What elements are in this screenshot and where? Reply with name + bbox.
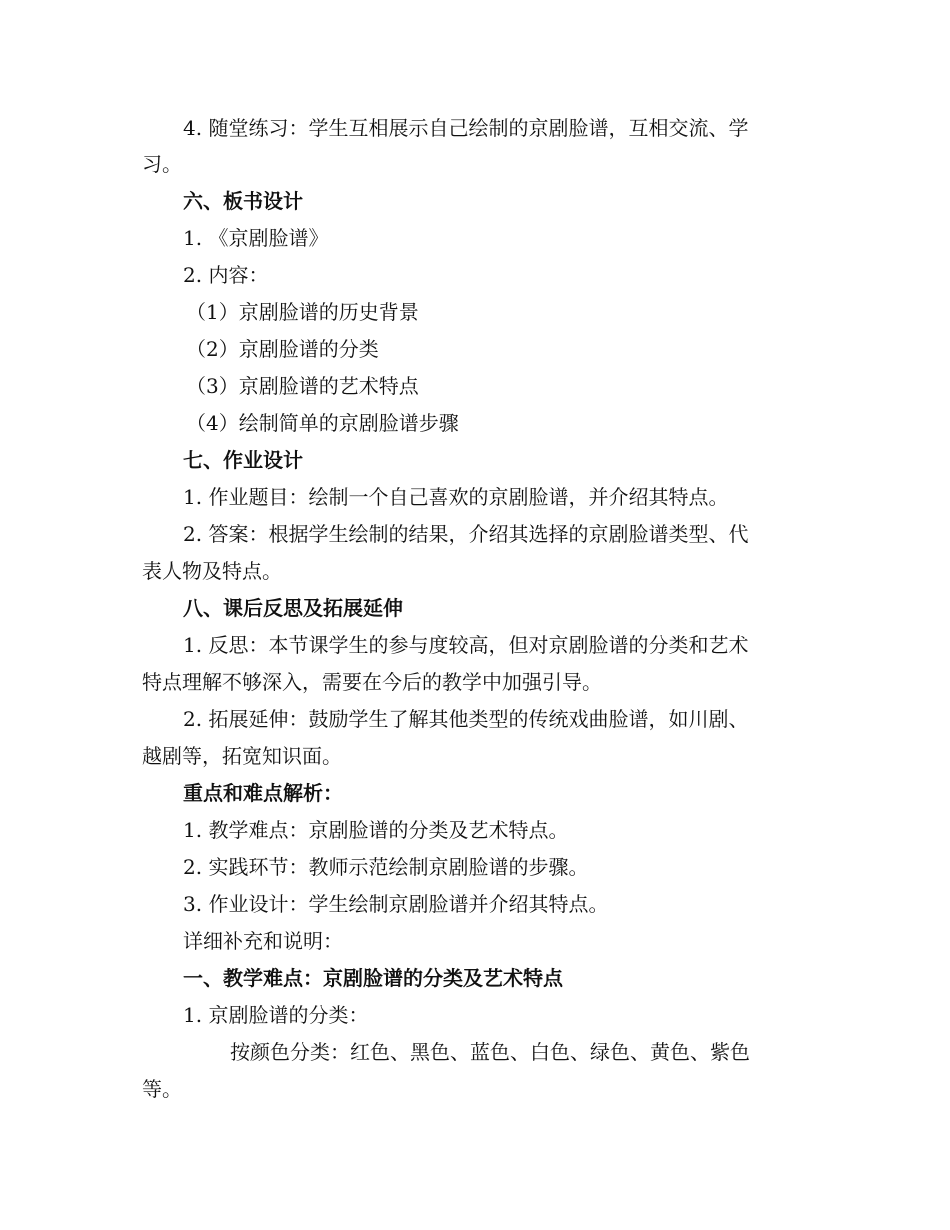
text-line: 1. 《京剧脸谱》	[183, 226, 329, 250]
text-line: 2. 内容：	[183, 263, 269, 287]
text-line: 1. 作业题目：绘制一个自己喜欢的京剧脸谱，并介绍其特点。	[183, 485, 729, 509]
text-line: 4. 随堂练习：学生互相展示自己绘制的京剧脸谱，互相交流、学	[183, 116, 749, 140]
text-line: 特点理解不够深入，需要在今后的教学中加强引导。	[142, 670, 602, 694]
section-heading: 八、课后反思及拓展延伸	[183, 596, 403, 620]
text-line: 2. 拓展延伸：鼓励学生了解其他类型的传统戏曲脸谱，如川剧、	[183, 707, 749, 731]
text-line: 越剧等，拓宽知识面。	[142, 744, 342, 768]
text-line: 等。	[142, 1077, 182, 1101]
section-heading: 重点和难点解析：	[183, 781, 343, 805]
text-line: 详细补充和说明：	[183, 929, 343, 953]
list-item: （2）京剧脸谱的分类	[186, 337, 379, 361]
section-heading: 一、教学难点：京剧脸谱的分类及艺术特点	[183, 966, 563, 990]
list-item: （4）绘制简单的京剧脸谱步骤	[186, 411, 459, 435]
section-heading: 七、作业设计	[183, 448, 303, 472]
text-line: 按颜色分类：红色、黑色、蓝色、白色、绿色、黄色、紫色	[230, 1040, 750, 1064]
list-item: （1）京剧脸谱的历史背景	[186, 300, 419, 324]
text-line: 2. 答案：根据学生绘制的结果，介绍其选择的京剧脸谱类型、代	[183, 522, 749, 546]
text-line: 3. 作业设计：学生绘制京剧脸谱并介绍其特点。	[183, 892, 609, 916]
text-line: 1. 教学难点：京剧脸谱的分类及艺术特点。	[183, 818, 569, 842]
text-line: 1. 京剧脸谱的分类：	[183, 1003, 369, 1027]
list-item: （3）京剧脸谱的艺术特点	[186, 374, 419, 398]
text-line: 1. 反思：本节课学生的参与度较高，但对京剧脸谱的分类和艺术	[183, 633, 749, 657]
text-line: 习。	[142, 152, 182, 176]
text-line: 表人物及特点。	[142, 559, 282, 583]
section-heading: 六、板书设计	[183, 189, 303, 213]
text-line: 2. 实践环节：教师示范绘制京剧脸谱的步骤。	[183, 855, 589, 879]
